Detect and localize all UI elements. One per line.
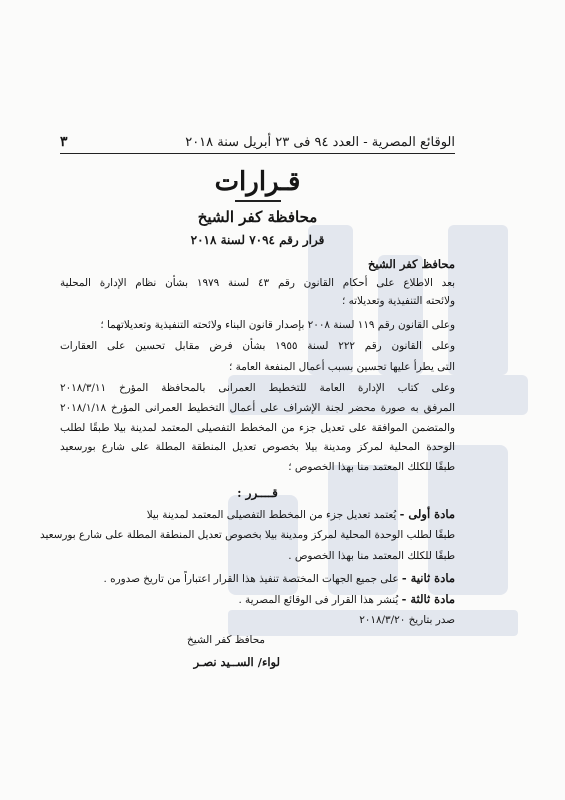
preamble-line: الوحدة المحلية لمركز ومدينة بيلا بخصوص تعديل المنطقة المطلة على شارع بورسعيد <box>60 441 455 453</box>
section-title: قـرارات <box>214 167 301 197</box>
gazette-page <box>40 0 456 800</box>
article-label: مادة ثانية - <box>401 571 455 585</box>
article-first <box>60 507 455 522</box>
decree-number: قرار رقم ٧٠٩٤ لسنة ٢٠١٨ <box>190 233 325 247</box>
header-title: الوقائع المصرية - العدد ٩٤ فى ٢٣ أبريل سنة ٢٠١٨ <box>185 134 455 150</box>
governorate-heading: محافظة كفر الشيخ <box>197 208 318 226</box>
article-text: طبقًا للكلك المعتمد منا بهذا الخصوص . <box>288 550 455 562</box>
issue-date: صدر بتاريخ ٢٠١٨/٣/٢٠ <box>359 614 455 626</box>
preamble-line: ولائحته التنفيذية وتعديلاته ؛ <box>341 295 455 307</box>
article-label: مادة أولى - <box>399 507 455 521</box>
preamble-line: وعلى القانون رقم ٢٢٢ لسنة ١٩٥٥ بشأن فرض مقابل تحسين على العقارات <box>60 340 455 352</box>
article-text: طبقًا لطلب الوحدة المحلية لمركز ومدينة بيلا بخصوص تعديل المنطقة المطلة على شارع بورسعيد <box>40 529 455 541</box>
running-header <box>60 133 455 151</box>
article-text: على جميع الجهات المختصة تنفيذ هذا القرار اعتباراً من تاريخ صدوره . <box>103 573 399 585</box>
preamble-line: وعلى القانون رقم ١١٩ لسنة ٢٠٠٨ بإصدار قانون البناء ولائحته التنفيذية وتعديلاتهما ؛ <box>100 319 455 331</box>
issuer-line: محافظ كفر الشيخ <box>368 257 455 271</box>
article-text: يُنشر هذا القرار فى الوقائع المصرية . <box>238 594 399 606</box>
title-underline <box>235 200 281 202</box>
preamble-line: طبقًا للكلك المعتمد منا بهذا الخصوص ؛ <box>288 461 455 473</box>
signature-title: محافظ كفر الشيخ <box>187 634 265 646</box>
page-number: ٣ <box>60 134 68 150</box>
decides-heading: قــــرر : <box>237 486 278 500</box>
article-text: يُعتمد تعديل جزء من المخطط التفصيلى المعتمد لمدينة بيلا <box>146 509 397 521</box>
signature-name: لواء/ الســيد نصـر <box>193 655 280 669</box>
preamble-line: والمتضمن الموافقة على تعديل جزء من المخطط التفصيلى المعتمد لمدينة بيلا طبقًا لطلب <box>60 422 455 434</box>
header-rule <box>60 153 455 154</box>
article-label: مادة ثالثة - <box>401 592 455 606</box>
preamble-line: وعلى كتاب الإدارة العامة للتخطيط العمرانى بالمحافظة المؤرخ ٢٠١٨/٣/١١ <box>60 382 455 394</box>
preamble-line: بعد الاطلاع على أحكام القانون رقم ٤٣ لسنة ١٩٧٩ بشأن نظام الإدارة المحلية <box>60 277 456 289</box>
preamble-line: المرفق به صورة محضر لجنة الإشراف على أعمال التخطيط العمرانى المؤرخ ٢٠١٨/١/١٨ <box>60 402 455 414</box>
article-third <box>60 592 455 607</box>
preamble-line: التى يطرأ عليها تحسين بسبب أعمال المنفعة العامة ؛ <box>229 361 455 373</box>
article-second <box>60 571 455 586</box>
